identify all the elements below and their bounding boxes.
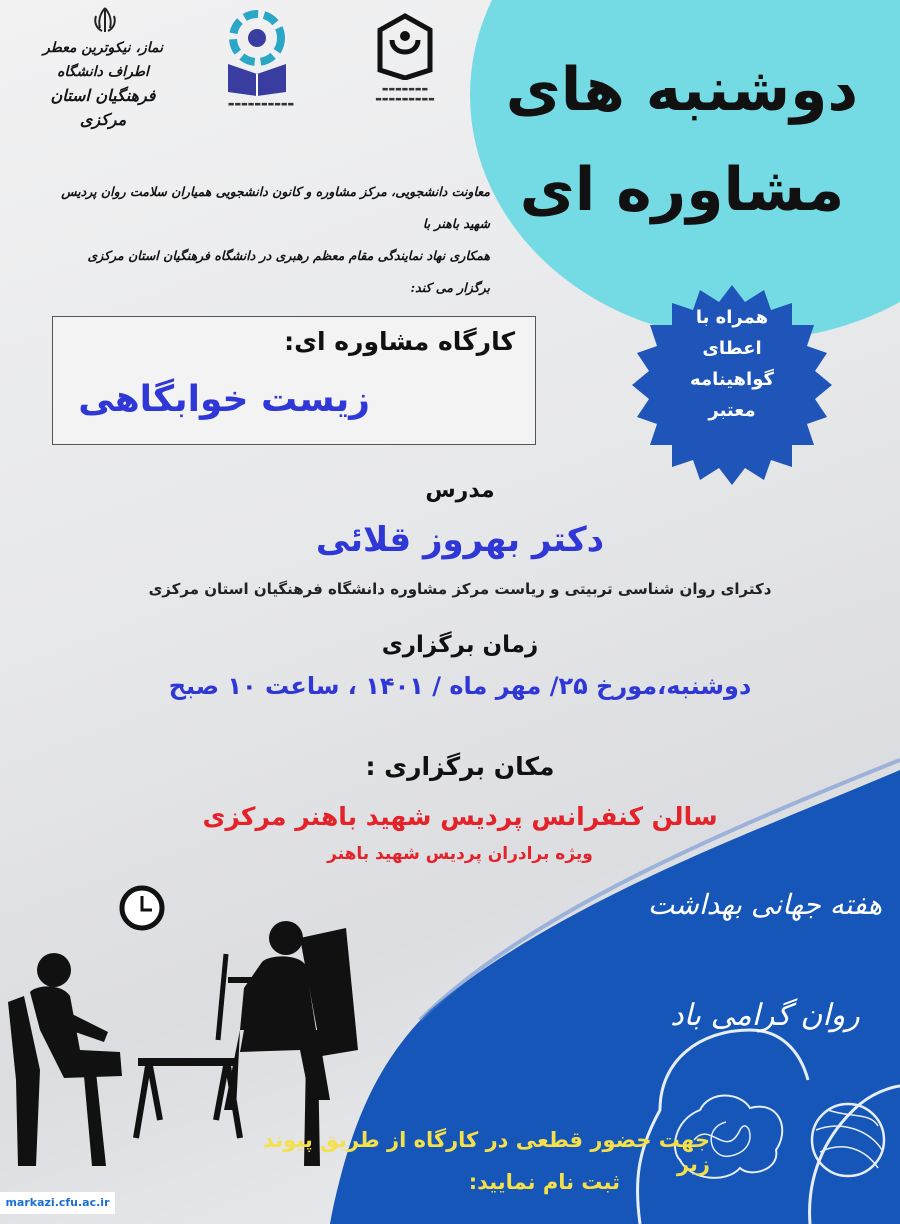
lecturer-heading: مدرس [425,478,495,503]
health-week-line-2: روان گرامی باد [670,998,860,1033]
schedule-heading: زمان برگزاری [381,632,539,658]
venue-heading: مکان برگزاری : [365,752,555,781]
title-line-1: دوشنبه های [505,55,859,125]
registration-line-2: ثبت نام نمایید: [468,1170,620,1194]
registration-line-1: جهت حضور قطعی در کارگاه از طریق پیوند زیر [263,1128,710,1176]
intro-line-2: همکاری نهاد نمایندگی مقام معظم رهبری در دانشگاه فرهنگیان استان مرکزی برگزار می کند: [87,248,490,295]
venue-value: سالن کنفرانس پردیس شهید باهنر مرکزی [202,802,718,831]
title-line-2: مشاوره ای [519,155,845,225]
venue-note: ویژه برادران پردیس شهید باهنر [327,844,593,864]
lecturer-name: دکتر بهروز قلائی [315,520,605,560]
health-week-line-1: هفته جهانی بهداشت [647,888,883,921]
mental-health-illustration [630,1000,900,1224]
lecturer-bio: دکترای روان شناسی تربیتی و ریاست مرکز مشاوره دانشگاه فرهنگیان استان مرکزی [148,580,772,598]
intro-line-1: معاونت دانشجویی، مرکز مشاوره و کانون دانشجویی همیاران سلامت روان پردیس شهید باهنر با [61,184,490,231]
badge-line-4: معتبر [708,400,756,421]
badge-line-3: گواهینامه [690,369,774,390]
schedule-value: دوشنبه،مورخ ۲۵/ مهر ماه / ۱۴۰۱ ، ساعت ۱۰ صبح [168,672,752,700]
workshop-label: کارگاه مشاوره ای: [284,327,515,356]
footer-url[interactable]: markazi.cfu.ac.ir [0,1192,115,1214]
left-logo-line-1: نماز، نیکوترین معطر اطراف دانشگاه [42,40,163,80]
counseling-illustration [0,880,360,1170]
middle-logo-caption: ▬▬▬▬▬▬▬▬▬▬ [227,100,295,108]
clock-icon [122,888,162,928]
left-logo-line-2: فرهنگیان استان مرکزی [50,86,156,129]
badge-line-1: همراه با [695,307,769,328]
workshop-title: زیست خوابگاهی [78,379,370,420]
right-logo-caption: ▬▬▬▬▬▬▬ ▬▬▬▬▬▬▬▬▬ [375,85,435,103]
badge-line-2: اعطای [702,338,762,359]
